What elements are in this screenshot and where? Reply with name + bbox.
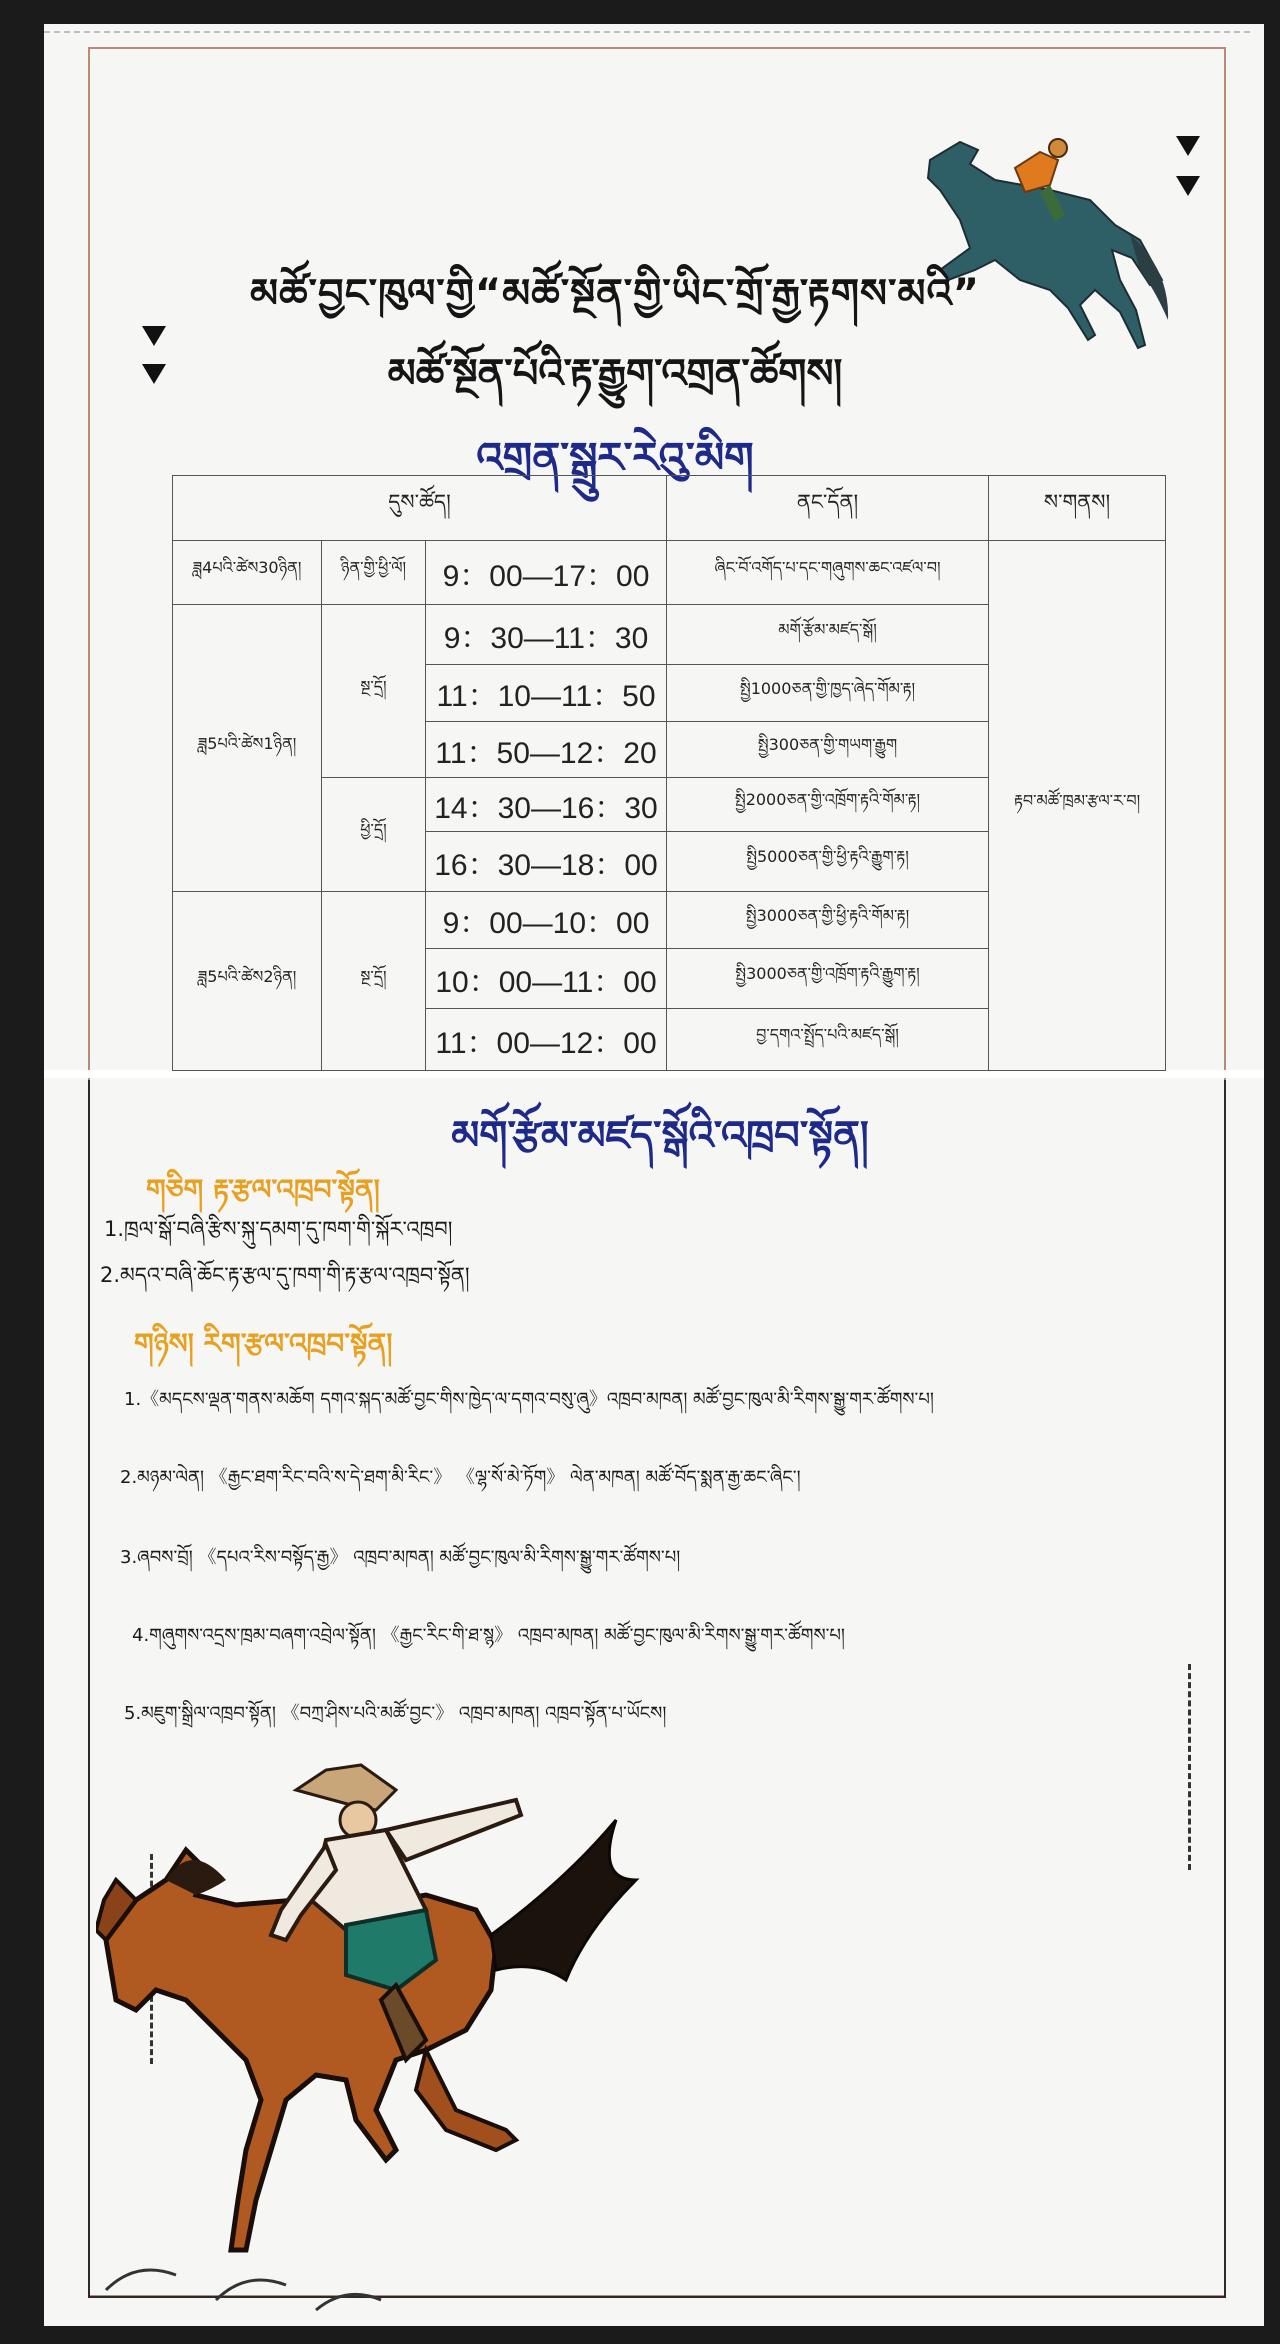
top-dashed-line (44, 31, 1250, 33)
day-cell: ཟླ5པའི་ཚེས2ཉིན། (173, 892, 322, 1071)
period-cell: སྔ་དྲོ། (322, 892, 426, 1071)
time-cell: 11：10—11：50 (426, 665, 667, 722)
content-cell: སྤྱི3000ཅན་གྱི་ཕྱི་རྟའི་གོམ་རྟ། (667, 892, 989, 949)
content-cell: ཞིང་བོ་འགོད་པ་དང་གཞུགས་ཆང་འཛལ་བ། (667, 541, 989, 605)
location-cell: རྟབ་མཚོ་ཁྲམ་རྩལ་ར་བ། (989, 541, 1166, 1071)
time-cell: 16：30—18：00 (426, 832, 667, 892)
content-cell: སྤྱི5000ཅན་གྱི་ཕྱི་རྟའི་རྒྱུག་རྟ། (667, 832, 989, 892)
period-cell: སྔ་དྲོ། (322, 605, 426, 778)
time-cell: 9：00—10：00 (426, 892, 667, 949)
time-cell: 11：50—12：20 (426, 722, 667, 778)
content-cell: སྤྱི3000ཅན་གྱི་འཁྲོག་རྟའི་རྒྱུག་རྟ། (667, 949, 989, 1009)
main-title-line1: མཚོ་བྱང་ཁུལ་གྱི“མཚོ་སྔོན་གྱི་ཡིང་གྲོ་རྒྱ་རྟགས་མའི” (249, 271, 981, 317)
period-cell: ཉིན་གྱི་ཕྱི་ལོ། (322, 541, 426, 605)
list-item: 3.ཞབས་བྲོ། 《དཔའ་རིས་བསྟོད་རྒྱ》 འཁྲབ་མཁན། མཚོ་བྱང་ཁུལ་མི་རིགས་སྒྱུ་གར་ཚོགས་པ། (120, 1547, 681, 1568)
list-item: 5.མཇུག་སྒྲིལ་འཁྲབ་སྟོན། 《བཀྲ་ཤིས་པའི་མཚོ་བྱང་》 འཁྲབ་མཁན། འཁྲབ་སྟོན་པ་ཡོངས། (124, 1703, 667, 1724)
list-item: 1.《མདངས་ལྡན་གནས་མཆོག དགའ་སྐད་མཚོ་བྱང་གིས་ཁྱེད་ལ་དགའ་བསུ་ཞུ》འཁྲབ་མཁན། མཚོ་བྱང་ཁུལ་མི་རིགས་སྒྱུ་གར་ཚོགས་པ། (124, 1389, 934, 1410)
ceremony-title: མགོ་རྩོམ་མཛད་སྒོའི་འཁྲབ་སྟོན། (451, 1113, 869, 1159)
schedule-table (172, 475, 1166, 1071)
content-cell: བྱ་དགའ་སྤྲོད་པའི་མཛད་སྒོ། (667, 1009, 989, 1071)
section-heading-arts: གཉིས། རིག་རྩལ་འཁྲབ་སྟོན། (134, 1327, 393, 1360)
dashed-divider (1188, 1664, 1191, 1870)
period-cell: ཕྱི་དྲོ། (322, 778, 426, 892)
day-cell: ཟླ5པའི་ཚེས1ཉིན། (173, 605, 322, 892)
list-item: 4.གཞུགས་འདྲས་ཁྲམ་བཞག་འབྲེལ་སྟོན། 《རྒྱང་རིང་གི་ཐ་སྙ》 འཁྲབ་མཁན། མཚོ་བྱང་ཁུལ་མི་རིགས་སྒྱུ་གར་ཚོགས་པ། (132, 1625, 845, 1646)
time-cell: 10：00—11：00 (426, 949, 667, 1009)
content-cell: སྤྱི1000ཅན་གྱི་ཁྱད་ཞེད་གོམ་རྟ། (667, 665, 989, 722)
list-item: 2.མཉམ་ལེན། 《རྒྱང་ཐག་རིང་བའི་ས་དེ་ཐག་མི་རིང་》 《ལྷ་སོ་མེ་ཏོག》 ལེན་མཁན། མཚོ་བོད་སྨན་རྒྱ་ཆང་ཞིང་། (120, 1467, 801, 1488)
content-cell: སྤྱི300ཅན་གྱི་གཡག་རྒྱུག (667, 722, 989, 778)
table-row (173, 541, 1166, 605)
time-cell: 9：00—17：00 (426, 541, 667, 605)
content-cell: སྤྱི2000ཅན་གྱི་འཁྲོག་རྟའི་གོམ་རྟ། (667, 778, 989, 832)
page-split-band (44, 1070, 1264, 1078)
main-title-line2: མཚོ་སྔོན་པོའི་རྟ་རྒྱུག་འགྲན་ཚོགས། (387, 351, 843, 397)
header-content: ནང་དོན། (667, 476, 989, 541)
bucking-horse-cowboy-illustration (96, 1730, 696, 2330)
list-item: 1.ཁྲལ་སྒོ་བཞི་རྩིས་སྐུ་དམག་དུ་ཁག་གི་སྐོར་འཁྲབ། (104, 1217, 453, 1241)
time-cell: 14：30—16：30 (426, 778, 667, 832)
header-location: ས་གནས། (989, 476, 1166, 541)
header-time: དུས་ཚོད། (173, 476, 667, 541)
content-cell: མགོ་རྩོམ་མཛད་སྒོ། (667, 605, 989, 665)
list-item: 2.མདའ་བཞི་ཆོང་རྟ་རྩལ་དུ་ཁག་གི་རྟ་རྩལ་འཁྲབ་སྟོན། (100, 1263, 470, 1287)
day-cell: ཟླ4པའི་ཚེས30ཉིན། (173, 541, 322, 605)
time-cell: 9：30—11：30 (426, 605, 667, 665)
time-cell: 11：00—12：00 (426, 1009, 667, 1071)
schedule-title: འགྲན་སྒྲུར་རེའུ་མིག (476, 433, 754, 482)
section-heading-horsemanship: གཅིག རྟ་རྩལ་འཁྲབ་སྟོན། (146, 1173, 380, 1206)
